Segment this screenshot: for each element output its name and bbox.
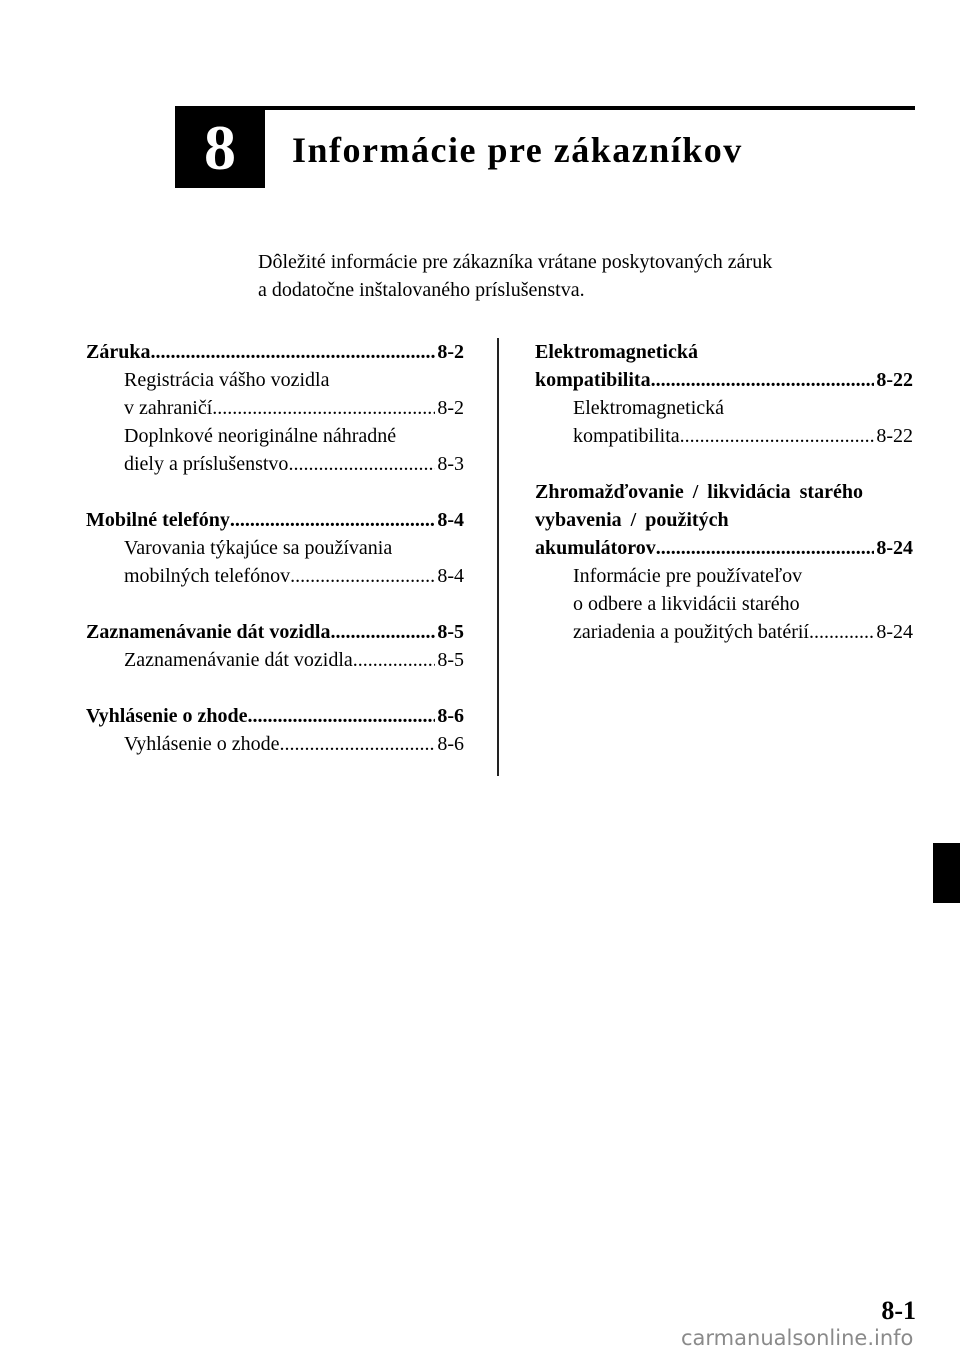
toc-entry[interactable] [86, 646, 464, 674]
toc-entry-text: o odbere a likvidácii starého [573, 593, 800, 615]
chapter-title: Informácie pre zákazníkov [292, 130, 743, 170]
toc-entry-text: Zaznamenávanie dát vozidla [124, 649, 353, 671]
toc-heading-link[interactable] [86, 506, 464, 534]
leader-dots [290, 562, 435, 590]
toc-heading-text: Záruka [86, 341, 151, 363]
toc-page-ref: 8-22 [876, 425, 913, 447]
toc-left-column [86, 338, 464, 786]
toc-page-ref: 8-2 [437, 397, 464, 419]
intro-line-2: a dodatočne inštalovaného príslušenstva. [258, 279, 585, 301]
toc-entry-text: v zahraničí [124, 397, 213, 419]
toc-entry[interactable] [86, 730, 464, 758]
toc-heading-text: kompatibilita [535, 369, 651, 391]
toc-entry[interactable] [535, 394, 913, 450]
chapter-intro [258, 248, 898, 304]
toc-page-ref: 8-3 [437, 453, 464, 475]
toc-entry-text: diely a príslušenstvo [124, 453, 289, 475]
toc-heading-link[interactable] [86, 702, 464, 730]
toc-entry-text: mobilných telefónov [124, 565, 291, 587]
leader-dots [680, 422, 875, 450]
toc-section-data-recording [86, 618, 464, 674]
toc-entry-text: kompatibilita [573, 425, 680, 447]
toc-heading-link[interactable] [86, 618, 464, 646]
toc-heading-text: Vyhlásenie o zhode [86, 705, 248, 727]
toc-right-column [535, 338, 913, 674]
toc-page-ref: 8-24 [876, 537, 913, 559]
toc-heading-link[interactable] [86, 338, 464, 366]
column-divider [497, 338, 499, 776]
toc-heading-link[interactable] [535, 478, 913, 562]
chapter-number-box [175, 108, 265, 188]
toc-heading-text: Zaznamenávanie dát vozidla [86, 621, 331, 643]
toc-entry-text: Registrácia vášho vozidla [124, 369, 330, 391]
leader-dots [150, 338, 435, 366]
leader-dots [656, 534, 875, 562]
toc-entry[interactable] [86, 366, 464, 422]
toc-section-declaration-of-conformity [86, 702, 464, 758]
toc-page-ref: 8-2 [437, 341, 464, 363]
leader-dots [230, 506, 435, 534]
toc-heading-text: Zhromažďovanie / likvidácia starého [535, 481, 863, 503]
toc-page-ref: 8-4 [437, 509, 464, 531]
toc-page-ref: 8-22 [876, 369, 913, 391]
leader-dots [353, 646, 436, 674]
leader-dots [330, 618, 435, 646]
toc-entry[interactable] [86, 422, 464, 478]
toc-section-emc [535, 338, 913, 450]
intro-line-1: Dôležité informácie pre zákazníka vrátane poskytovaných záruk [258, 251, 773, 273]
toc-entry-text: Informácie pre používateľov [573, 565, 803, 587]
toc-heading-text: akumulátorov [535, 537, 656, 559]
page-number: 8-1 [881, 1296, 916, 1325]
chapter-number: 8 [204, 112, 236, 183]
toc-section-mobile-phones [86, 506, 464, 590]
toc-section-warranty [86, 338, 464, 478]
leader-dots [280, 730, 436, 758]
leader-dots [651, 366, 875, 394]
leader-dots [248, 702, 436, 730]
toc-heading-text: Elektromagnetická [535, 341, 698, 363]
toc-page-ref: 8-6 [437, 705, 464, 727]
toc-page-ref: 8-5 [437, 621, 464, 643]
toc-entry-text: Varovania týkajúce sa používania [124, 537, 393, 559]
toc-entry-text: zariadenia a použitých batérií [573, 621, 809, 643]
toc-section-disposal [535, 478, 913, 646]
toc-page-ref: 8-5 [437, 649, 464, 671]
chapter-thumb-tab [933, 843, 960, 903]
leader-dots [809, 618, 874, 646]
toc-page-ref: 8-24 [876, 621, 913, 643]
leader-dots [288, 450, 435, 478]
leader-dots [212, 394, 435, 422]
toc-entry-text: Vyhlásenie o zhode [124, 733, 280, 755]
toc-heading-text: vybavenia / použitých [535, 509, 729, 531]
toc-page-ref: 8-6 [437, 733, 464, 755]
toc-entry[interactable] [535, 562, 913, 646]
toc-entry[interactable] [86, 534, 464, 590]
toc-entry-text: Elektromagnetická [573, 397, 725, 419]
toc-page-ref: 8-4 [437, 565, 464, 587]
chapter-top-rule [175, 106, 915, 110]
toc-heading-text: Mobilné telefóny [86, 509, 230, 531]
toc-entry-text: Doplnkové neoriginálne náhradné [124, 425, 397, 447]
watermark: carmanualsonline.info [681, 1326, 914, 1350]
toc-heading-link[interactable] [535, 338, 913, 394]
